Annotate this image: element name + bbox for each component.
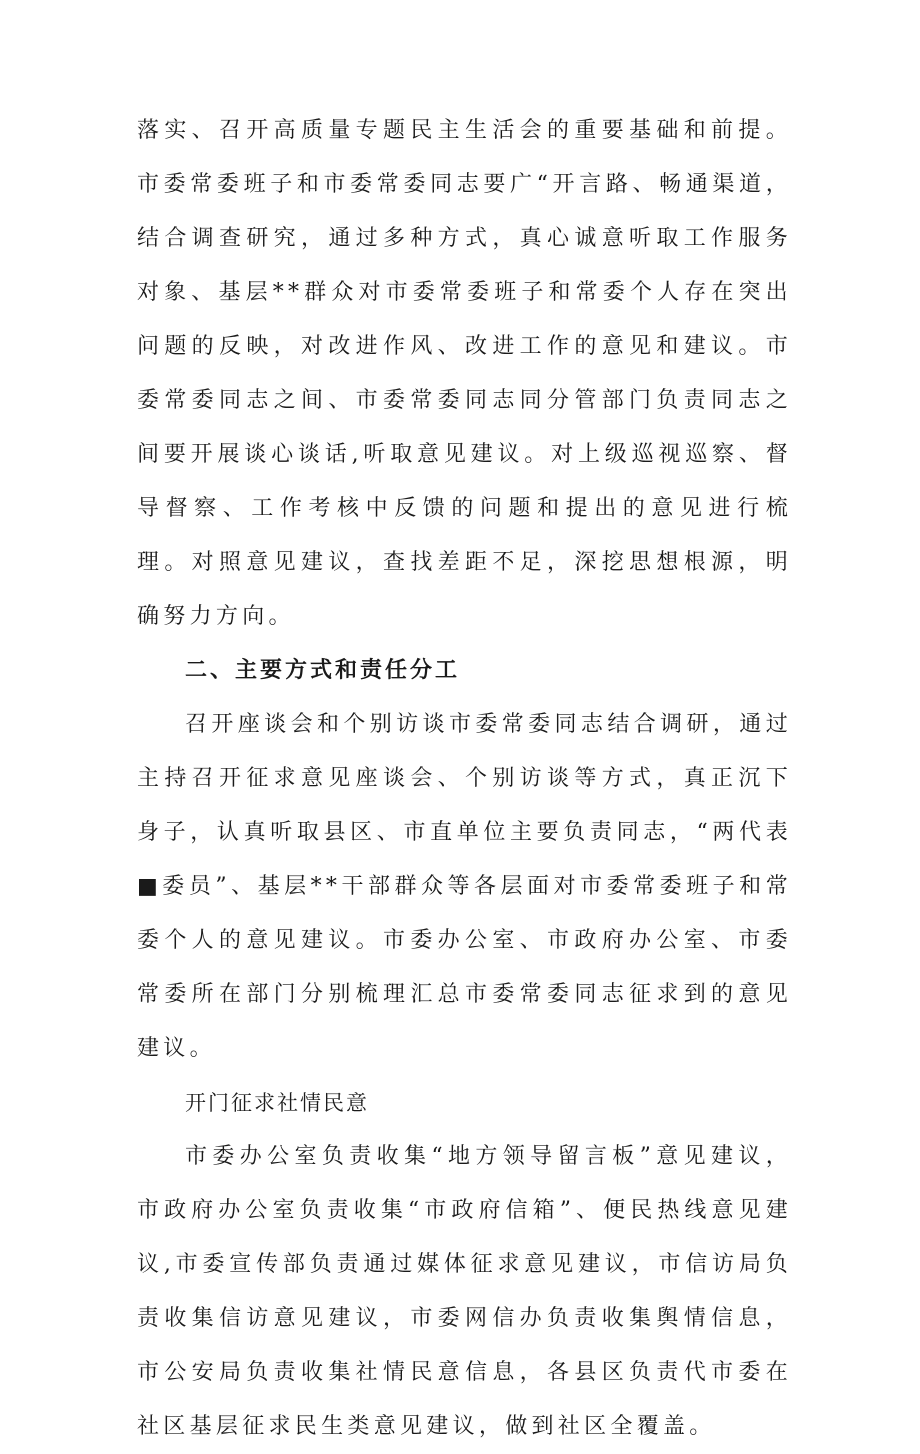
paragraph-2: 召开座谈会和个别访谈市委常委同志结合调研，通过主持召开征求意见座谈会、个别访谈等方式，真正沉下身子，认真听取县区、市直单位主要负责同志，“两代表■委员”、基层**干部群众等各层面对市委常委班子和常委个人的意见建议。市委办公室、市政府办公室、市委常委所在部门分别梳理汇总市委常委同志征求到的意见建议。 bbox=[137, 712, 792, 1061]
paragraph-3: 市委办公室负责收集“地方领导留言板”意见建议，市政府办公室负责收集“市政府信箱”、便民热线意见建议,市委宣传部负责通过媒体征求意见建议，市信访局负责收集信访意见建议，市委网信办负责收集舆情信息，市公安局负责收集社情民意信息，各县区负责代市委在社区基层征求民生类意见建议，做到社区全覆盖。 bbox=[137, 1144, 792, 1439]
paragraph-1: 落实、召开高质量专题民主生活会的重要基础和前提。市委常委班子和市委常委同志要广“开言路、畅通渠道，结合调查研究，通过多种方式，真心诚意听取工作服务对象、基层**群众对市委常委班子和常委个人存在突出问题的反映，对改进作风、改进工作的意见和建议。市委常委同志之间、市委常委同志同分管部门负责同志之间要开展谈心谈话,听取意见建议。对上级巡视巡察、督导督察、工作考核中反馈的问题和提出的意见进行梳理。对照意见建议，查找差距不足，深挖思想根源，明确努力方向。 bbox=[137, 118, 792, 629]
subsection-heading: 开门征求社情民意 bbox=[185, 1091, 369, 1115]
section-heading: 二、主要方式和责任分工 bbox=[185, 658, 461, 683]
